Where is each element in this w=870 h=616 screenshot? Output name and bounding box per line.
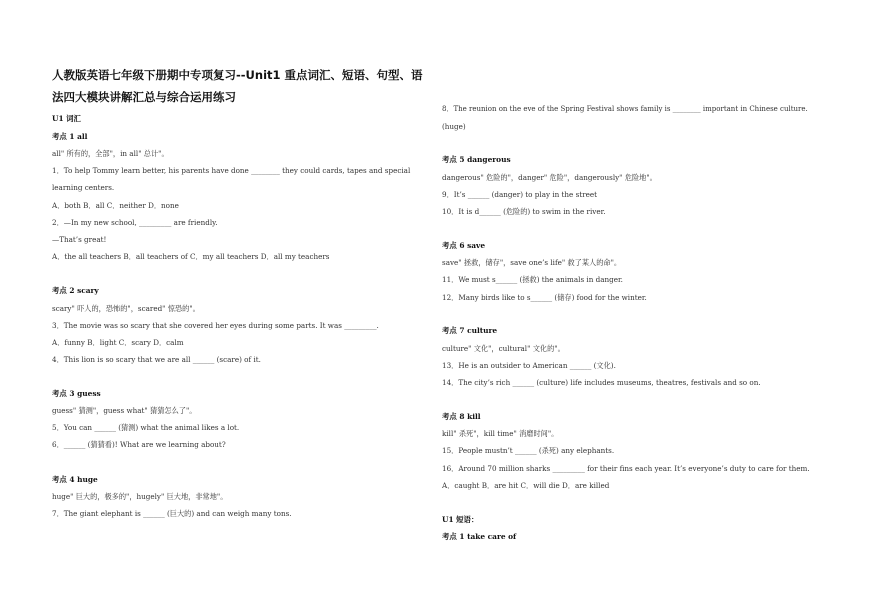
point-heading-dangerous: 考点 5 dangerous	[442, 155, 511, 164]
point-heading-kill: 考点 8 kill	[442, 412, 481, 421]
definition-huge: huge" 巨大的，极多的"，hugely" 巨大地，非常地"。	[52, 492, 228, 501]
question-14: 14．The city’s rich ______ (culture) life includes museums, theatres, festivals and so on.	[442, 378, 761, 387]
question-1-continued: learning centers.	[52, 183, 115, 192]
question-2-reply: —That’s great!	[52, 235, 107, 244]
question-12: 12．Many birds like to s______ (储存) food for the winter.	[442, 293, 647, 302]
definition-culture: culture" 文化"，cultural" 文化的"。	[442, 344, 565, 353]
question-8-hint: (huge)	[442, 122, 466, 131]
question-3-options: A．funny B．light C．scary D．calm	[52, 338, 184, 347]
question-1-options: A．both B．all C．neither D．none	[52, 201, 179, 210]
title-line-1: 人教版英语七年级下册期中专项复习--Unit1 重点词汇、短语、句型、语	[52, 68, 423, 82]
point-heading-all: 考点 1 all	[52, 132, 88, 141]
question-16: 16．Around 70 million sharks _________ for their fins each year. It’s everyone’s duty to care for them.	[442, 464, 810, 473]
definition-scary: scary" 吓人的，恐怖的"，scared" 惊恐的"。	[52, 304, 200, 313]
question-8: 8．The reunion on the eve of the Spring Festival shows family is ________ important in Chinese culture.	[442, 105, 808, 113]
point-heading-huge: 考点 4 huge	[52, 475, 98, 484]
question-5: 5．You can ______ (猜测) what the animal likes a lot.	[52, 423, 240, 432]
point-heading-culture: 考点 7 culture	[442, 326, 498, 335]
question-15: 15．People mustn’t ______ (杀死) any elephants.	[442, 446, 615, 455]
question-10: 10．It is d______ (危险的) to swim in the river.	[442, 207, 606, 216]
section-heading-vocab: U1 词汇	[52, 114, 81, 123]
title-line-2: 法四大模块讲解汇总与综合运用练习	[52, 90, 236, 104]
question-2: 2．—In my new school, _________ are friendly.	[52, 218, 218, 227]
point-heading-scary: 考点 2 scary	[52, 286, 99, 295]
question-3: 3．The movie was so scary that she covered her eyes during some parts. It was _________.	[52, 321, 379, 330]
question-6: 6．______ (猜猜看)! What are we learning about?	[52, 440, 226, 449]
point-heading-save: 考点 6 save	[442, 241, 486, 250]
question-13: 13．He is an outsider to American ______ (文化).	[442, 361, 616, 370]
definition-guess: guess" 猜测"，guess what" 猜猜怎么了"。	[52, 406, 197, 415]
definition-dangerous: dangerous" 危险的"，danger" 危险"，dangerously" 危险地"。	[442, 173, 657, 182]
question-7: 7．The giant elephant is ______ (巨大的) and can weigh many tons.	[52, 509, 292, 518]
definition-save: save" 拯救，储存"，save one’s life" 救了某人的命"。	[442, 258, 622, 267]
question-2-options: A．the all teachers B．all teachers of C．my all teachers D．all my teachers	[52, 252, 330, 261]
definition-all: all" 所有的，全部"，in all" 总计"。	[52, 149, 169, 158]
question-11: 11．We must s______ (拯救) the animals in danger.	[442, 275, 623, 284]
point-heading-take-care-of: 考点 1 take care of	[442, 532, 517, 541]
section-heading-phrases: U1 短语：	[442, 515, 479, 524]
question-1: 1．To help Tommy learn better, his parents have done ________ they could cards, tapes and special	[52, 166, 411, 175]
question-9: 9．It’s ______ (danger) to play in the street	[442, 190, 597, 199]
point-heading-guess: 考点 3 guess	[52, 389, 101, 398]
definition-kill: kill" 杀死"，kill time" 消磨时间"。	[442, 429, 559, 438]
question-16-options: A．caught B．are hit C．will die D．are killed	[442, 481, 610, 490]
document-title	[52, 64, 432, 108]
question-4: 4．This lion is so scary that we are all ______ (scare) of it.	[52, 355, 261, 364]
